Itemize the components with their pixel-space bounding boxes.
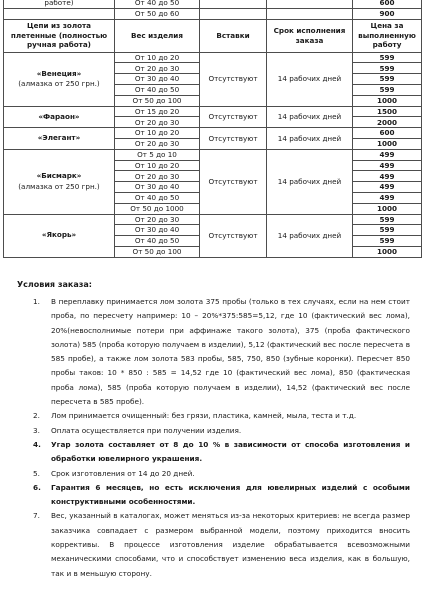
price-cell: 499 xyxy=(353,160,422,171)
table-header-row xyxy=(4,19,422,52)
weight-cell: От 20 до 30 xyxy=(115,214,200,225)
terms-item-text: Гарантия 6 месяцев, но есть исключения для ювелирных изделий с особыми конструктивными особенностями. xyxy=(51,482,410,507)
weight-cell: От 15 до 20 xyxy=(115,106,200,117)
header-chain: Цепи из золота плетенные (полностью ручная работа) xyxy=(4,19,115,52)
header-term: Срок исполнения заказа xyxy=(267,19,353,52)
weight-cell: От 30 до 40 xyxy=(115,225,200,236)
header-price: Цена за выполненную работу xyxy=(353,19,422,52)
table-row xyxy=(4,0,422,8)
weight-cell: От 20 до 30 xyxy=(115,138,200,149)
table-row xyxy=(4,128,422,139)
weight-cell: От 30 до 40 xyxy=(115,74,200,85)
weight-cell: От 50 до 100 xyxy=(115,95,200,106)
chain-name: «Элегант» xyxy=(37,133,81,143)
price-table xyxy=(3,0,422,258)
price-cell: 599 xyxy=(353,74,422,85)
table-row xyxy=(4,106,422,117)
terms-item xyxy=(14,438,412,467)
terms-item-text: В переплавку принимается лом золота 375 пробы (только в тех случаях, если на нем стоит проба, по пересчету например: 10 – 20%*375:585=5,12, где 10 (фактический вес лома), 20%(невосполнимые потери при аффинаже такого золота), 375 (проба фактического золота) 585 (проба которую получаем в изделии), 5,12 (фактический вес после пересчета в 585 пробе), а также лом золота 583 пробы, 585, 750, 850 (зубные коронки). Пересчет 850 пробы таков: 10 * 850 : 585 = 14,52 где 10 (фактический вес лома), 850 (фактическая проба лома), 585 (проба которую получаем в изделии), 14,52 (фактический вес после пересчета в 585 пробе). xyxy=(51,297,410,407)
terms-item xyxy=(14,509,412,580)
price-cell: 1500 xyxy=(353,106,422,117)
price-cell: 499 xyxy=(353,192,422,203)
price-cell: 599 xyxy=(353,214,422,225)
chain-name-cell xyxy=(4,214,115,257)
chain-name-cell: работе) xyxy=(4,0,115,8)
weight-cell: От 10 до 20 xyxy=(115,128,200,139)
table-row xyxy=(4,52,422,63)
weight-cell: От 50 до 60 xyxy=(115,8,200,19)
price-cell: 1000 xyxy=(353,138,422,149)
chain-note: (алмазка от 250 грн.) xyxy=(18,79,100,89)
term-cell: 14 рабочих дней xyxy=(267,128,353,150)
price-cell: 900 xyxy=(353,8,422,19)
terms-item-number: 2. xyxy=(33,411,40,421)
weight-cell: От 40 до 50 xyxy=(115,192,200,203)
terms-item-number: 4. xyxy=(33,439,41,449)
term-cell: 14 рабочих дней xyxy=(267,149,353,214)
price-cell: 599 xyxy=(353,63,422,74)
terms-item-number: 7. xyxy=(33,511,40,521)
chain-name: «Венеция» xyxy=(36,68,82,78)
inserts-cell: Отсутствуют xyxy=(200,52,267,106)
weight-cell: От 20 до 30 xyxy=(115,63,200,74)
inserts-cell: Отсутствуют xyxy=(200,149,267,214)
weight-cell: От 40 до 50 xyxy=(115,84,200,95)
terms-item xyxy=(14,467,412,481)
weight-cell: От 40 до 50 xyxy=(115,236,200,247)
header-weight: Вес изделия xyxy=(115,19,200,52)
term-cell: 14 рабочих дней xyxy=(267,214,353,257)
inserts-cell: Отсутствуют xyxy=(200,128,267,150)
inserts-cell: Отсутствуют xyxy=(200,214,267,257)
term-cell: 14 рабочих дней xyxy=(267,52,353,106)
chain-name-cell xyxy=(4,106,115,128)
chain-name-cell xyxy=(4,149,115,214)
terms-item xyxy=(14,295,412,409)
inserts-cell: Отсутствуют xyxy=(200,106,267,128)
price-cell: 499 xyxy=(353,171,422,182)
terms-item-text: Оплата осуществляется при получении изделия. xyxy=(51,425,242,435)
price-cell: 1000 xyxy=(353,246,422,257)
chain-name: «Якорь» xyxy=(41,230,77,240)
weight-cell: От 40 до 50 xyxy=(115,0,200,8)
weight-cell: От 20 до 30 xyxy=(115,171,200,182)
terms-item-text: Вес, указанный в каталогах, может меняться из-за некоторых критериев: не всегда размер заказчика совпадает с размером выбранной модели, поэтому приходится вносить коррективы. В процессе изготовления изделие обрабатывается всевозможными механическими способами, что и способствует изменению веса изделия, как в большую, так и в меньшую сторону. xyxy=(51,511,410,578)
terms-item-text: Угар золота составляет от 8 до 10 % в зависимости от способа изготовления и обработки ювелирного украшения. xyxy=(51,439,410,464)
price-cell: 600 xyxy=(353,128,422,139)
price-cell: 599 xyxy=(353,84,422,95)
chain-name: «Бисмарк» xyxy=(36,171,82,181)
chain-name-cell xyxy=(4,128,115,150)
price-cell: 1000 xyxy=(353,203,422,214)
term-cell: 14 рабочих дней xyxy=(267,106,353,128)
price-cell: 599 xyxy=(353,52,422,63)
chain-name-cell xyxy=(4,52,115,106)
weight-cell: От 10 до 20 xyxy=(115,52,200,63)
weight-cell: От 50 до 100 xyxy=(115,246,200,257)
table-row xyxy=(4,214,422,225)
terms-item-number: 3. xyxy=(33,425,40,435)
terms-item-number: 5. xyxy=(33,468,40,478)
price-cell: 600 xyxy=(353,0,422,8)
chain-note: (алмазка от 250 грн.) xyxy=(18,181,100,191)
terms-item-text: Лом принимается очищенный: без грязи, пластика, камней, мыла, теста и т.д. xyxy=(51,411,357,421)
chain-name: «Фараон» xyxy=(38,111,80,121)
inserts-cell xyxy=(200,0,267,8)
price-cell: 1000 xyxy=(353,95,422,106)
table-row xyxy=(4,8,422,19)
price-table-body xyxy=(4,0,422,257)
price-cell: 599 xyxy=(353,225,422,236)
weight-cell: От 30 до 40 xyxy=(115,182,200,193)
weight-cell: От 20 до 30 xyxy=(115,117,200,128)
price-cell: 499 xyxy=(353,182,422,193)
terms-item xyxy=(14,424,412,438)
terms-item xyxy=(14,481,412,510)
weight-cell: От 5 до 10 xyxy=(115,149,200,160)
chain-name-cell xyxy=(4,8,115,19)
weight-cell: От 50 до 1000 xyxy=(115,203,200,214)
terms-item-number: 1. xyxy=(33,297,40,306)
price-cell: 599 xyxy=(353,236,422,247)
terms-item-text: Срок изготовления от 14 до 20 дней. xyxy=(51,468,195,478)
price-cell: 2000 xyxy=(353,117,422,128)
weight-cell: От 10 до 20 xyxy=(115,160,200,171)
terms-list xyxy=(14,295,412,581)
terms-item-number: 6. xyxy=(33,482,41,492)
terms-item xyxy=(14,409,412,423)
table-row xyxy=(4,149,422,160)
term-cell xyxy=(267,0,353,8)
header-inserts: Вставки xyxy=(200,19,267,52)
price-cell: 499 xyxy=(353,149,422,160)
terms-title: Условия заказа: xyxy=(17,280,92,289)
inserts-cell xyxy=(200,8,267,19)
term-cell xyxy=(267,8,353,19)
